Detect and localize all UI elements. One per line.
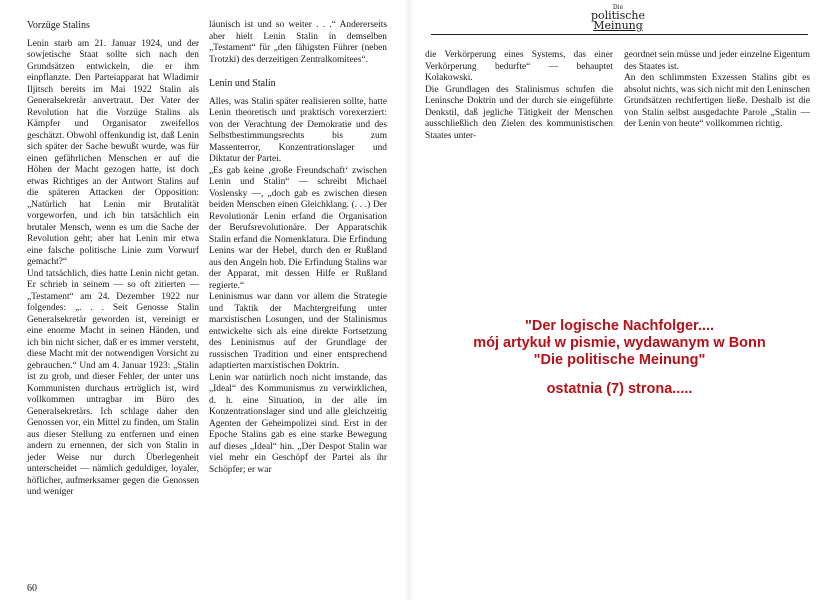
paragraph: Die Grundlagen des Stalinismus schufen die Leninsche Doktrin und der durch sie eingeführte Denkstil, daß jegliche Tätigkeit der Menschen ausschließlich den Zielen des kommunistischen Staates unter- [425,84,613,141]
header-rule [431,34,808,35]
paragraph: die Verkörperung eines Systems, das einer Verkörperung bedurfte“ — behauptet Kolakowski. [425,50,613,83]
paragraph: Alles, was Stalin später realisieren sollte, hatte Lenin theoretisch und praktisch vorexerziert: von der Verachtung der Demokratie und des Selbstbestimmungsrechts bis zum Massenterror, Konzentrationslager und Diktatur der Partei. [209,96,387,164]
paragraph: Und tatsächlich, dies hatte Lenin nicht getan. Er schrieb in seinem — so oft zitierten — „Testament“ am 24. Dezember 1922 nur folgendes: „. . . Seit Genosse Stalin Generalsekretär geworden ist, vereinigt er eine enorme Macht in seinen Händen, und ich bin nicht sicher, daß er es immer versteht, diese Macht mit der notwendigen Vorsicht zu gebrauchen.“ Und am 4. Januar 1923: „Stalin ist zu grob, und dieser Fehler, der unter uns Kommunisten durchaus erträglich ist, wird vollkommen untragbar im Büro des Generalsekretärs. Ich schlage daher den Genossen vor, ein Mittel zu finden, um Stalin aus dieser Stellung zu entfernen und einen andern zu ernennen, der sich von Stalin in jeder Weise nur durch Überlegenheit unterscheidet — nämlich geduldiger, loyaler, höflicher, aufmerksamer gegen die Genossen und weniger [27,268,199,497]
right-column-1 [425,50,613,142]
paragraph: läunisch ist und so weiter . . .“ Andererseits aber hielt Lenin Stalin in demselben „Testament“ für „den fähigsten Führer (neben Trotzki) des derzeitigen Zentralkomitees“. [209,20,387,65]
right-page [413,0,826,600]
logo-line-2: politische [590,9,646,22]
annotation-line-3: "Die politische Meinung" [533,352,706,368]
annotation-line-1: "Der logische Nachfolger.... [525,318,714,334]
paragraph: Lenin war natürlich noch nicht imstande, das „Ideal“ des Kommunismus zu verwirklichen, d. h. eine Situation, in der alle im Konzentrationslager sind und alle gleichzeitig Agenten der Geheimpolizei sind. Erst in der Epoche Stalins gab es eine starke Bewegung auf dieses „Ideal“ hin. „Der Despot Stalin war viel mehr ein Geschöpf der Partei als ihr Schöpfer; er war [209,372,387,475]
annotation-line-2: mój artykuł w pismie, wydawanym w Bonn [473,335,766,351]
left-column-1 [27,20,199,499]
paragraph: „Es gab keine ‚große Freundschaft‘ zwischen Lenin und Stalin“ — schreibt Michael Voslensky —, „doch gab es zwischen diesen beiden Menschen einen Gleichklang. (. . .) Der Revolutionär Lenin erfand die Organisation der Berufsrevolutionäre. Der Apparatschik Stalin erfand die Nomenklatura. Die Erfindung Lenins war der Hebel, durch den er Rußland aus den Angeln hob. Die Erfindung Stalins war der Apparat, mit dessen Hilfe er Rußland regierte.“ [209,165,387,291]
paragraph: An den schlimmsten Exzessen Stalins gibt es absolut nichts, was sich nicht mit den Leninschen Grundsätzen rechtfertigen ließe. Deshalb ist die von Stalin selbst ausgedachte Parole „Stalin — der Lenin von heute“ vollkommen richtig. [624,73,810,129]
logo-line-1: Die [612,4,624,11]
paragraph: Lenin starb am 21. Januar 1924, und der sowjetische Staat sollte sich nach den Grundsätzen entwickeln, die er ihm einpflanzte. Den Parteiapparat hat Wladimir Iljitsch bereits im Mai 1922 Stalin als Generalsekretär anvertraut. Der Vater der Revolution hat die Vorzüge Stalins als Kämpfer und Organisator zweifellos geschätzt. Obwohl offenkundig ist, daß Lenin sich später der Sache bewußt wurde, was für einen gefährlichen Menschen er auf die Höhen der Macht gezogen hatte, ist doch etwas Richtiges an der Antwort Stalins auf die späteren Attacken der Opposition: „Natürlich hat Lenin mir Brutalität vorgeworfen, und ich bin tatsächlich ein brutaler Mensch, wenn es um die Sache der Revolution geht; aber hat Lenin mir etwa eine falsche politische Linie zum Vorwurf gemacht?“ [27,38,199,267]
paragraph: geordnet sein müsse und jeder einzelne Eigentum des Staates ist. [624,50,810,72]
page-number: 60 [27,583,37,594]
magazine-logo [584,5,652,31]
left-column-2 [209,20,387,476]
paragraph: Leninismus war dann vor allem die Strategie und Taktik der Machtergreifung unter marxistischen Losungen, und der Stalinismus entwickelte sich als eine direkte Fortsetzung des Leninismus auf der Grundlage der russischen Tradition und einer entsprechend adaptierten marxistischen Doktrin. [209,292,387,371]
logo-line-3: Meinung [593,19,643,32]
annotation-line-4: ostatnia (7) strona..... [546,381,693,397]
handwritten-annotation [413,318,826,398]
section-heading-vorzuege: Vorzüge Stalins [27,20,90,31]
section-heading-lenin-stalin: Lenin und Stalin [209,78,276,89]
right-column-2 [624,50,810,131]
